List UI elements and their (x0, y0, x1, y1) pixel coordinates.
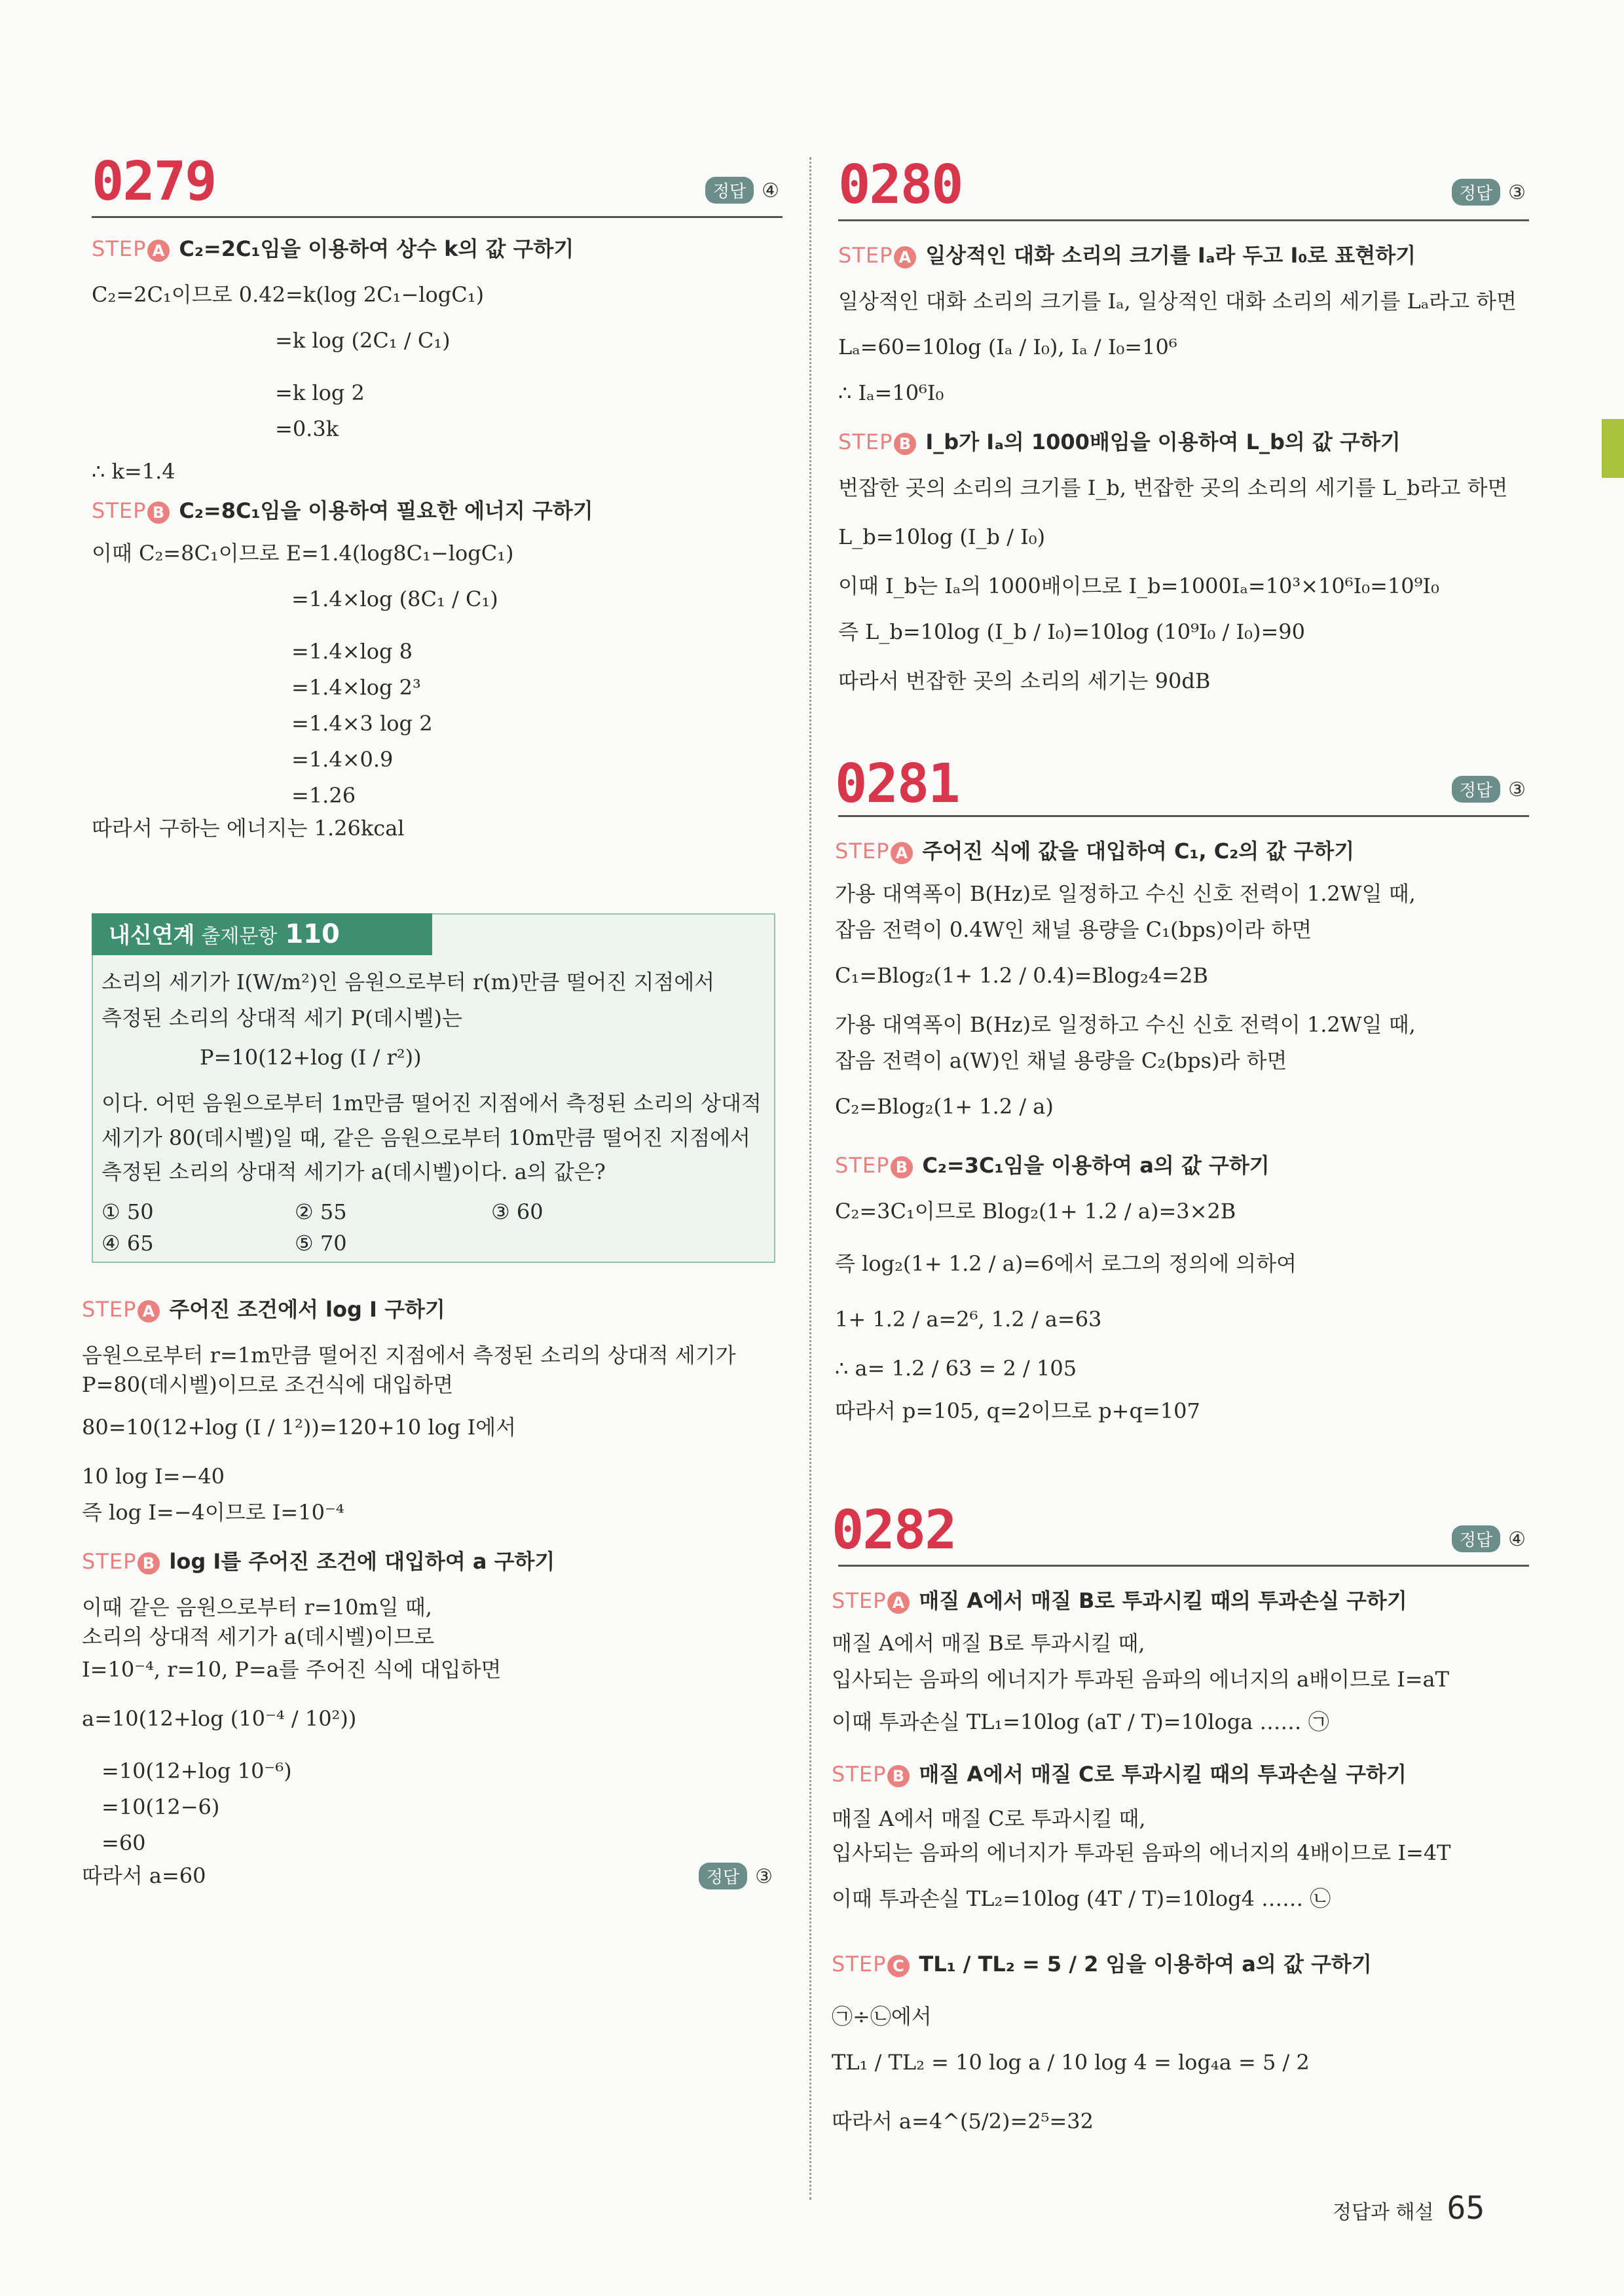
solution-line: 따라서 p=105, q=2이므로 p+q=107 (835, 1398, 1200, 1423)
step-b (832, 1761, 1407, 1787)
choice-4: ④ 65 (101, 1231, 154, 1256)
step-b (82, 1548, 555, 1575)
step-label: STEP A (82, 1297, 160, 1322)
step-title: I_b가 Iₐ의 1000배임을 이용하여 L_b의 값 구하기 (925, 429, 1401, 454)
solution-line: 따라서 구하는 에너지는 1.26kcal (92, 816, 405, 841)
solution-line: =k log (2C₁ / C₁) (275, 328, 451, 353)
solution-line: 일상적인 대화 소리의 크기를 Iₐ, 일상적인 대화 소리의 세기를 Lₐ라고 하면 (838, 289, 1517, 314)
solution-line: ∴ Iₐ=10⁶I₀ (838, 380, 944, 405)
solution-line: C₁=Blog₂(1+ 1.2 / 0.4)=Blog₂4=2B (835, 963, 1208, 988)
solution-line: 매질 A에서 매질 B로 투과시킬 때, (832, 1631, 1145, 1656)
problem-number: 0279 (92, 151, 216, 213)
problem-rule (838, 815, 1529, 817)
step-b (835, 1152, 1270, 1178)
solution-line: 잡음 전력이 0.4W인 채널 용량을 C₁(bps)이라 하면 (835, 917, 1312, 942)
solution-line: =1.4×log 2³ (291, 675, 421, 700)
solution-line: =1.4×log 8 (291, 639, 413, 664)
step-label: STEP A (92, 236, 170, 261)
step-b (92, 498, 593, 524)
step-title: 주어진 식에 값을 대입하여 C₁, C₂의 값 구하기 (922, 839, 1355, 864)
solution-line: 이때 I_b는 Iₐ의 1000배이므로 I_b=1000Iₐ=10³×10⁶I₀=10⁹I₀ (838, 574, 1439, 598)
step-label: STEP A (835, 839, 913, 864)
answer-tag: 정답 (1452, 1525, 1500, 1552)
footer-text: 정답과 해설 (1333, 2201, 1434, 2224)
solution-line: 즉 L_b=10log (I_b / I₀)=10log (10⁹I₀ / I₀)=90 (838, 619, 1305, 644)
step-label: STEP B (835, 1153, 913, 1178)
solution-line: 즉 log I=−4이므로 I=10⁻⁴ (82, 1500, 344, 1525)
problem-number: 0282 (832, 1499, 956, 1561)
answer-badge (1452, 776, 1526, 803)
problem-number: 0280 (838, 154, 963, 216)
problem-rule (838, 1565, 1529, 1567)
column-divider (809, 157, 811, 2200)
answer-tag: 정답 (1452, 179, 1500, 206)
step-label: STEP B (832, 1762, 910, 1787)
problem-text: 이다. 어떤 음원으로부터 1m만큼 떨어진 지점에서 측정된 소리의 상대적 (101, 1091, 762, 1116)
step-label: STEP C (832, 1952, 910, 1977)
step-a (92, 236, 574, 262)
solution-line: =1.26 (291, 783, 356, 808)
solution-line: TL₁ / TL₂ = 10 log a / 10 log 4 = log₄a = 5 / 2 (832, 2050, 1310, 2075)
header-number: 110 (285, 919, 340, 949)
answer-value: ④ (1508, 1528, 1526, 1551)
problem-formula: P=10(12+log (I / r²)) (200, 1045, 422, 1070)
step-c (832, 1951, 1372, 1977)
solution-line: ∴ k=1.4 (92, 459, 175, 484)
answer-badge (705, 177, 779, 204)
answer-value: ③ (1508, 778, 1526, 801)
solution-line: 따라서 번잡한 곳의 소리의 세기는 90dB (838, 668, 1211, 693)
step-label: STEP A (832, 1588, 910, 1613)
solution-line: ∴ a= 1.2 / 63 = 2 / 105 (835, 1356, 1077, 1381)
solution-line: 소리의 상대적 세기가 a(데시벨)이므로 (82, 1624, 435, 1649)
answer-value: ③ (1508, 181, 1526, 204)
step-title: C₂=3C₁임을 이용하여 a의 값 구하기 (922, 1153, 1270, 1178)
solution-line: 잡음 전력이 a(W)인 채널 용량을 C₂(bps)라 하면 (835, 1048, 1287, 1073)
solution-line: =0.3k (275, 416, 339, 441)
step-title: 매질 A에서 매질 C로 투과시킬 때의 투과손실 구하기 (919, 1762, 1407, 1787)
solution-line: =60 (101, 1831, 146, 1855)
problem-text: 세기가 80(데시벨)일 때, 같은 음원으로부터 10m만큼 떨어진 지점에서 (101, 1125, 750, 1150)
solution-line: I=10⁻⁴, r=10, P=a를 주어진 식에 대입하면 (82, 1657, 502, 1682)
answer-tag: 정답 (699, 1863, 747, 1889)
step-title: 일상적인 대화 소리의 크기를 Iₐ라 두고 I₀로 표현하기 (925, 243, 1416, 268)
answer-badge (699, 1863, 773, 1889)
solution-line: ㉠÷㉡에서 (832, 2004, 932, 2029)
step-title: TL₁ / TL₂ = 5 / 2 임을 이용하여 a의 값 구하기 (919, 1952, 1372, 1977)
solution-line: P=80(데시벨)이므로 조건식에 대입하면 (82, 1372, 454, 1397)
solution-line: Lₐ=60=10log (Iₐ / I₀), Iₐ / I₀=10⁶ (838, 335, 1177, 359)
solution-line: =1.4×3 log 2 (291, 711, 433, 736)
side-tab (1602, 419, 1624, 478)
solution-line: 번잡한 곳의 소리의 크기를 I_b, 번잡한 곳의 소리의 세기를 L_b라고 하면 (838, 475, 1508, 500)
solution-line: C₂=Blog₂(1+ 1.2 / a) (835, 1094, 1054, 1119)
header-subtitle: 출제문항 (201, 925, 278, 948)
page-footer (1333, 2190, 1485, 2227)
solution-line: 10 log I=−40 (82, 1464, 225, 1489)
solution-line: 1+ 1.2 / a=2⁶, 1.2 / a=63 (835, 1307, 1102, 1332)
solution-line: 가용 대역폭이 B(Hz)로 일정하고 수신 신호 전력이 1.2W일 때, (835, 881, 1416, 906)
step-a (832, 1588, 1407, 1614)
solution-line: =1.4×log (8C₁ / C₁) (291, 587, 498, 611)
problem-0282 (819, 1499, 1526, 2154)
step-label: STEP B (838, 429, 916, 454)
solution-line: 이때 투과손실 TL₁=10log (aT / T)=10loga …… ㉠ (832, 1709, 1329, 1734)
solution-line: 이때 같은 음원으로부터 r=10m일 때, (82, 1595, 432, 1620)
solution-line: a=10(12+log (10⁻⁴ / 10²)) (82, 1706, 357, 1731)
solution-line: =10(12+log 10⁻⁶) (101, 1758, 292, 1783)
header-title: 내신연계 (109, 922, 195, 949)
step-title: log I를 주어진 조건에 대입하여 a 구하기 (169, 1549, 555, 1574)
answer-tag: 정답 (1452, 776, 1500, 803)
choice-3: ③ 60 (491, 1199, 544, 1224)
problem-0279 (72, 151, 779, 845)
problem-0281 (819, 753, 1526, 1440)
solution-line: 즉 log₂(1+ 1.2 / a)=6에서 로그의 정의에 의하여 (835, 1251, 1297, 1276)
step-title: 주어진 조건에서 log I 구하기 (169, 1297, 445, 1322)
solution-line: 입사되는 음파의 에너지가 투과된 음파의 에너지의 a배이므로 I=aT (832, 1667, 1449, 1692)
answer-value: ④ (762, 179, 779, 202)
problem-text: 측정된 소리의 상대적 세기가 a(데시벨)이다. a의 값은? (101, 1159, 606, 1184)
solution-line: 따라서 a=4^(5/2)=2⁵=32 (832, 2109, 1094, 2134)
problem-rule (838, 219, 1529, 221)
choice-1: ① 50 (101, 1199, 154, 1224)
step-title: C₂=8C₁임을 이용하여 필요한 에너지 구하기 (179, 498, 593, 523)
answer-badge (1452, 1525, 1526, 1552)
answer-value: ③ (755, 1865, 773, 1888)
solution-line: L_b=10log (I_b / I₀) (838, 524, 1046, 549)
step-label: STEP B (92, 498, 170, 523)
problem-number: 0281 (835, 753, 959, 815)
choice-2: ② 55 (295, 1199, 347, 1224)
problem-0280 (819, 154, 1526, 717)
solution-line: 따라서 a=60 (82, 1863, 206, 1888)
problem-rule (92, 216, 783, 218)
solution-line: 음원으로부터 r=1m만큼 떨어진 지점에서 측정된 소리의 상대적 세기가 (82, 1343, 736, 1368)
step-label: STEP A (838, 243, 916, 268)
step-title: C₂=2C₁임을 이용하여 상수 k의 값 구하기 (179, 236, 574, 261)
solution-line: 80=10(12+log (I / 1²))=120+10 log I에서 (82, 1415, 517, 1440)
solution-line: C₂=2C₁이므로 0.42=k(log 2C₁−logC₁) (92, 282, 485, 307)
solution-line: 이때 C₂=8C₁이므로 E=1.4(log8C₁−logC₁) (92, 541, 514, 566)
step-a (82, 1296, 445, 1322)
problem-text: 측정된 소리의 상대적 세기 P(데시벨)는 (101, 1006, 462, 1030)
step-a (838, 242, 1416, 268)
solution-line: C₂=3C₁이므로 Blog₂(1+ 1.2 / a)=3×2B (835, 1199, 1236, 1224)
step-a (835, 838, 1354, 864)
problem-text: 소리의 세기가 I(W/m²)인 음원으로부터 r(m)만큼 떨어진 지점에서 (101, 970, 715, 994)
related-problem-header (92, 913, 432, 955)
answer-tag: 정답 (705, 177, 754, 204)
solution-line: 가용 대역폭이 B(Hz)로 일정하고 수신 신호 전력이 1.2W일 때, (835, 1012, 1416, 1037)
step-title: 매질 A에서 매질 B로 투과시킬 때의 투과손실 구하기 (919, 1588, 1407, 1613)
related-problem-box (92, 913, 775, 1263)
solution-line: 입사되는 음파의 에너지가 투과된 음파의 에너지의 4배이므로 I=4T (832, 1840, 1451, 1865)
solution-line: 매질 A에서 매질 C로 투과시킬 때, (832, 1806, 1146, 1831)
step-label: STEP B (82, 1549, 160, 1574)
choice-5: ⑤ 70 (295, 1231, 347, 1256)
page-number: 65 (1447, 2190, 1485, 2227)
solution-line: 이때 투과손실 TL₂=10log (4T / T)=10log4 …… ㉡ (832, 1886, 1331, 1911)
solution-line: =k log 2 (275, 380, 365, 405)
step-b (838, 429, 1401, 455)
solution-line: =10(12−6) (101, 1795, 220, 1819)
answer-badge (1452, 179, 1526, 206)
solution-line: =1.4×0.9 (291, 747, 394, 772)
